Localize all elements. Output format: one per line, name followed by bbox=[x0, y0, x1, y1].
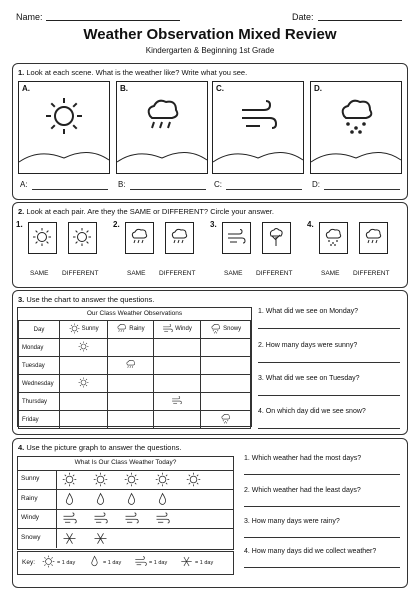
section-2-instruction: 2. Look at each pair. Are they the SAME or DIFFERENT? Circle your answer. bbox=[18, 207, 274, 216]
wind-icon bbox=[155, 511, 170, 526]
mark-cell bbox=[153, 393, 201, 411]
key-label: Key: bbox=[22, 559, 36, 566]
scene-letter: C. bbox=[216, 84, 224, 93]
scene-box bbox=[18, 81, 110, 174]
answer-field[interactable] bbox=[244, 474, 400, 475]
graph-row bbox=[18, 490, 233, 510]
mark-cell bbox=[201, 393, 251, 411]
answer-field[interactable] bbox=[32, 189, 108, 190]
mark-cell bbox=[201, 339, 251, 357]
mark-cell bbox=[201, 375, 251, 393]
sun-icon bbox=[124, 472, 139, 487]
mark-cell bbox=[201, 411, 251, 429]
wind-icon bbox=[93, 511, 108, 526]
raindrop-icon bbox=[62, 492, 77, 507]
graph-row bbox=[18, 509, 233, 529]
pair-number: 3. bbox=[210, 220, 217, 229]
answer-field[interactable] bbox=[244, 537, 400, 538]
mark-cell bbox=[108, 393, 154, 411]
pair-right-box bbox=[165, 222, 194, 254]
scene-box bbox=[212, 81, 304, 174]
mark-cell bbox=[60, 339, 108, 357]
raindrop-icon bbox=[93, 492, 108, 507]
chart-title: Our Class Weather Observations bbox=[86, 310, 183, 317]
raindrop-icon bbox=[88, 555, 101, 568]
mark-cell bbox=[201, 357, 251, 375]
column-header: Snowy bbox=[201, 321, 251, 339]
date-label: Date: bbox=[292, 12, 314, 22]
scene-letter: B. bbox=[120, 84, 128, 93]
wind-icon bbox=[238, 96, 278, 136]
mark-cell bbox=[60, 411, 108, 429]
same-option[interactable]: SAME bbox=[224, 270, 243, 277]
scene-letter: A. bbox=[22, 84, 30, 93]
sun-icon bbox=[62, 472, 77, 487]
graph-key bbox=[17, 551, 234, 575]
answer-label: B: bbox=[118, 180, 126, 189]
rain-cloud-icon bbox=[169, 227, 189, 247]
mark-cell bbox=[108, 411, 154, 429]
mark-cell bbox=[108, 375, 154, 393]
same-option[interactable]: SAME bbox=[30, 270, 49, 277]
pair-number: 1. bbox=[16, 220, 23, 229]
table-row bbox=[19, 411, 251, 429]
mark-cell bbox=[153, 375, 201, 393]
scene-letter: D. bbox=[314, 84, 322, 93]
wind-icon bbox=[124, 511, 139, 526]
snowflake-icon bbox=[180, 555, 193, 568]
column-header: Windy bbox=[153, 321, 201, 339]
picture-graph bbox=[17, 456, 234, 550]
question: 2. Which weather had the least days? bbox=[244, 487, 361, 494]
page-subtitle: Kindergarten & Beginning 1st Grade bbox=[145, 46, 275, 55]
mark-cell bbox=[60, 357, 108, 375]
rain-cloud-icon bbox=[363, 227, 383, 247]
answer-field[interactable] bbox=[324, 189, 400, 190]
sun-icon bbox=[72, 227, 92, 247]
rain-cloud-icon bbox=[129, 227, 149, 247]
day-cell: Monday bbox=[19, 339, 60, 357]
sun-icon bbox=[78, 341, 89, 352]
pair-left-box bbox=[222, 222, 251, 254]
column-header: Sunny bbox=[60, 321, 108, 339]
graph-row-label: Windy bbox=[21, 514, 40, 521]
mark-cell bbox=[153, 411, 201, 429]
mark-cell bbox=[108, 339, 154, 357]
rain-cloud-icon bbox=[116, 323, 127, 334]
sun-icon bbox=[32, 227, 52, 247]
different-option[interactable]: DIFFERENT bbox=[62, 270, 99, 277]
question: 2. How many days were sunny? bbox=[258, 342, 358, 349]
graph-row bbox=[18, 470, 233, 490]
rain-cloud-icon bbox=[125, 359, 136, 370]
answer-field[interactable] bbox=[244, 506, 400, 507]
snow-cloud-icon bbox=[220, 413, 231, 424]
key-text: = 1 day bbox=[195, 560, 214, 566]
raindrop-icon bbox=[124, 492, 139, 507]
graph-row-label: Sunny bbox=[21, 475, 40, 482]
section-1-instruction: 1. Look at each scene. What is the weather like? Write what you see. bbox=[18, 68, 248, 77]
pair-right-box bbox=[68, 222, 97, 254]
mark-cell bbox=[108, 357, 154, 375]
answer-field[interactable] bbox=[258, 362, 400, 363]
ground-icon bbox=[213, 140, 303, 172]
snow-cloud-icon bbox=[336, 96, 376, 136]
sun-icon bbox=[69, 323, 80, 334]
tree-icon bbox=[266, 227, 286, 247]
snowflake-icon bbox=[62, 531, 77, 546]
wind-icon bbox=[171, 395, 182, 406]
table-row bbox=[19, 357, 251, 375]
name-label: Name: bbox=[16, 12, 43, 22]
answer-field[interactable] bbox=[226, 189, 302, 190]
sun-icon bbox=[186, 472, 201, 487]
key-text: = 1 day bbox=[149, 560, 168, 566]
answer-field[interactable] bbox=[258, 395, 400, 396]
ground-icon bbox=[117, 140, 207, 172]
ground-icon bbox=[19, 140, 109, 172]
pair-right-box bbox=[359, 222, 388, 254]
graph-row-label: Snowy bbox=[21, 533, 41, 541]
question: 1. What did we see on Monday? bbox=[258, 308, 359, 315]
day-cell: Wednesday bbox=[19, 375, 60, 393]
chart-table bbox=[18, 320, 251, 429]
key-text: = 1 day bbox=[57, 560, 76, 566]
sun-icon bbox=[42, 555, 55, 568]
snowflake-icon bbox=[93, 531, 108, 546]
mark-cell bbox=[60, 393, 108, 411]
answer-label: D: bbox=[312, 180, 320, 189]
same-option[interactable]: SAME bbox=[321, 270, 340, 277]
page-title: Weather Observation Mixed Review bbox=[83, 26, 337, 43]
mark-cell bbox=[60, 375, 108, 393]
snow-cloud-icon bbox=[210, 323, 221, 334]
weather-chart bbox=[17, 307, 252, 427]
key-text: = 1 day bbox=[103, 560, 122, 566]
day-cell: Thursday bbox=[19, 393, 60, 411]
question: 3. What did we see on Tuesday? bbox=[258, 375, 360, 382]
answer-label: A: bbox=[20, 180, 28, 189]
different-option[interactable]: DIFFERENT bbox=[159, 270, 196, 277]
ground-icon bbox=[311, 140, 401, 172]
answer-field[interactable] bbox=[244, 567, 400, 568]
different-option[interactable]: DIFFERENT bbox=[353, 270, 390, 277]
name-field[interactable] bbox=[46, 20, 180, 21]
mark-cell bbox=[153, 357, 201, 375]
section-3-instruction: 3. Use the chart to answer the questions. bbox=[18, 295, 155, 304]
table-row bbox=[19, 339, 251, 357]
scene-box bbox=[116, 81, 208, 174]
sun-icon bbox=[78, 377, 89, 388]
pair-number: 2. bbox=[113, 220, 120, 229]
pair-left-box bbox=[28, 222, 57, 254]
different-option[interactable]: DIFFERENT bbox=[256, 270, 293, 277]
wind-icon bbox=[226, 227, 246, 247]
scene-box bbox=[310, 81, 402, 174]
answer-label: C: bbox=[214, 180, 222, 189]
same-option[interactable]: SAME bbox=[127, 270, 146, 277]
sun-icon bbox=[155, 472, 170, 487]
answer-field[interactable] bbox=[258, 328, 400, 329]
table-row bbox=[19, 375, 251, 393]
sun-icon bbox=[93, 472, 108, 487]
day-header: Day bbox=[19, 321, 60, 339]
question: 3. How many days were rainy? bbox=[244, 518, 340, 525]
pair-left-box bbox=[125, 222, 154, 254]
section-4-instruction: 4. Use the picture graph to answer the questions. bbox=[18, 443, 182, 452]
date-field[interactable] bbox=[318, 20, 402, 21]
day-cell: Tuesday bbox=[19, 357, 60, 375]
wind-icon bbox=[162, 323, 173, 334]
graph-title: What Is Our Class Weather Today? bbox=[18, 459, 233, 471]
snow-cloud-icon bbox=[323, 227, 343, 247]
wind-icon bbox=[134, 555, 147, 568]
raindrop-icon bbox=[155, 492, 170, 507]
mark-cell bbox=[153, 339, 201, 357]
day-cell: Friday bbox=[19, 411, 60, 429]
answer-field[interactable] bbox=[130, 189, 206, 190]
question: 1. Which weather had the most days? bbox=[244, 455, 362, 462]
pair-number: 4. bbox=[307, 220, 314, 229]
wind-icon bbox=[62, 511, 77, 526]
pair-right-box bbox=[262, 222, 291, 254]
table-row bbox=[19, 393, 251, 411]
pair-left-box bbox=[319, 222, 348, 254]
answer-field[interactable] bbox=[258, 428, 400, 429]
question: 4. How many days did we collect weather? bbox=[244, 548, 377, 555]
question: 4. On which day did we see snow? bbox=[258, 408, 366, 415]
graph-row bbox=[18, 529, 233, 548]
rain-cloud-icon bbox=[142, 96, 182, 136]
sun-icon bbox=[44, 96, 84, 136]
graph-row-label: Rainy bbox=[21, 494, 38, 502]
column-header: Rainy bbox=[108, 321, 154, 339]
